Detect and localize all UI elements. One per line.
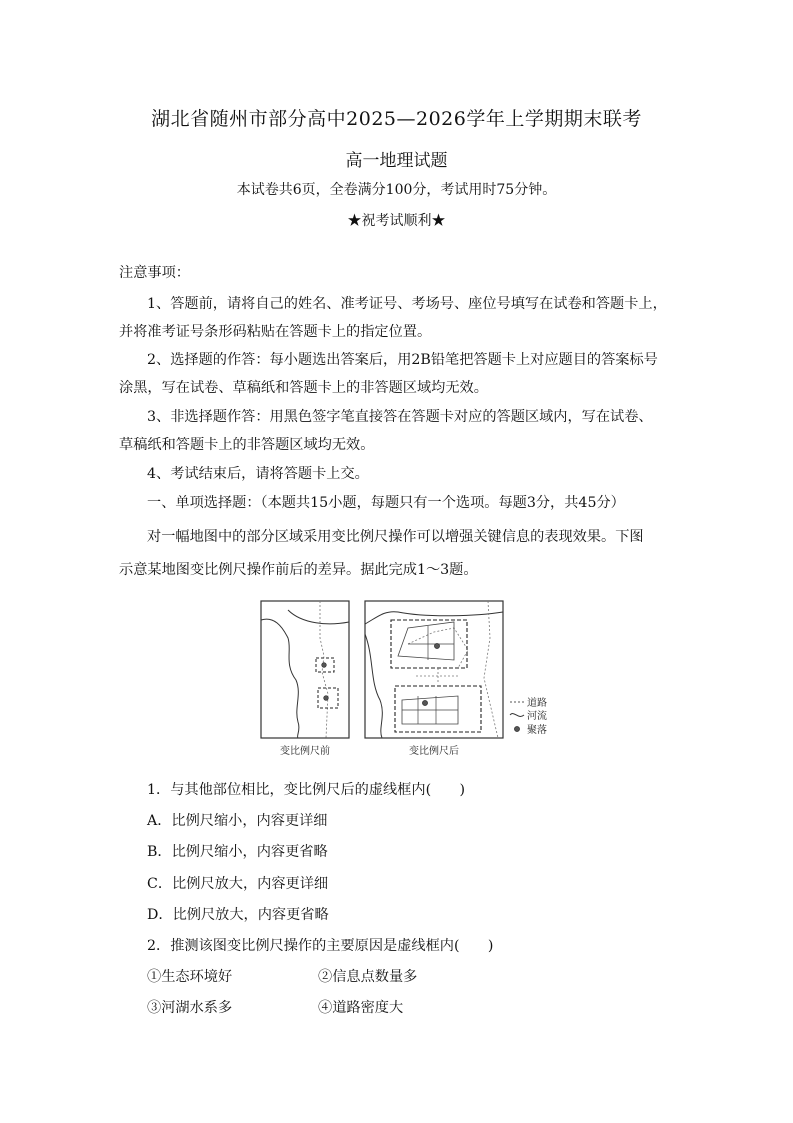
notes-heading: 注意事项： [119,265,190,281]
question-1-option-d: D．比例尺放大，内容更省略 [147,907,329,923]
note-3-line-2: 草稿纸和答题卡上的非答题区域均无效。 [119,437,375,453]
legend-road-label: 道路 [527,698,547,709]
note-2-line-1: 2、选择题的作答：每小题选出答案后，用2B铅笔把答题卡上对应题目的答案标号 [147,352,658,368]
question-1-option-c: C．比例尺放大，内容更详细 [147,876,329,892]
river-legend-symbol [510,714,524,717]
exam-subject-title: 高一地理试题 [345,151,448,171]
page-title: 湖北省随州市部分高中2025—2026学年上学期期末联考 [151,108,642,130]
good-luck-line: ★祝考试顺利★ [347,213,446,229]
caption-before: 变比例尺前 [280,746,330,757]
settlement-legend-symbol [514,726,519,731]
question-1-stem: 1．与其他部位相比，变比例尺后的虚线框内( ) [147,782,466,798]
note-4: 4、考试结束后，请将答题卡上交。 [147,466,369,482]
legend-settlement-label: 聚落 [527,725,547,736]
section-heading: 一、单项选择题：（本题共15小题，每题只有一个选项。每题3分，共45分） [147,495,625,511]
question-2-choice-4: ④道路密度大 [318,1000,404,1016]
exam-info: 本试卷共6页，全卷满分100分，考试用时75分钟。 [236,182,557,198]
map-legend [510,696,547,736]
intro-line-1: 对一幅地图中的部分区域采用变比例尺操作可以增强关键信息的表现效果。下图 [147,529,644,545]
map-after-panel [365,601,503,738]
question-2-choice-3: ③河湖水系多 [147,1000,233,1016]
note-2-line-2: 涂黑，写在试卷、草稿纸和答题卡上的非答题区域均无效。 [119,380,488,396]
legend-river-label: 河流 [527,711,547,722]
note-1-line-2: 并将准考证号条形码粘贴在答题卡上的指定位置。 [119,324,432,340]
question-1-option-b: B．比例尺缩小，内容更省略 [147,844,328,860]
question-2-choice-2: ②信息点数量多 [318,969,418,985]
note-3-line-1: 3、非选择题作答：用黑色签字笔直接答在答题卡对应的答题区域内，写在试卷、 [147,409,653,425]
question-2-choice-1: ①生态环境好 [147,969,233,985]
intro-line-2: 示意某地图变比例尺操作前后的差异。据此完成1～3题。 [119,562,478,578]
question-1-option-a: A．比例尺缩小，内容更详细 [147,813,328,829]
note-1-line-1: 1、答题前，请将自己的姓名、准考证号、考场号、座位号填写在试卷和答题卡上， [147,296,667,312]
map-before-panel [261,601,349,738]
caption-after: 变比例尺后 [409,746,459,757]
question-2-stem: 2．推测该图变比例尺操作的主要原因是虚线框内( ) [147,938,494,954]
map-figure [258,598,578,760]
